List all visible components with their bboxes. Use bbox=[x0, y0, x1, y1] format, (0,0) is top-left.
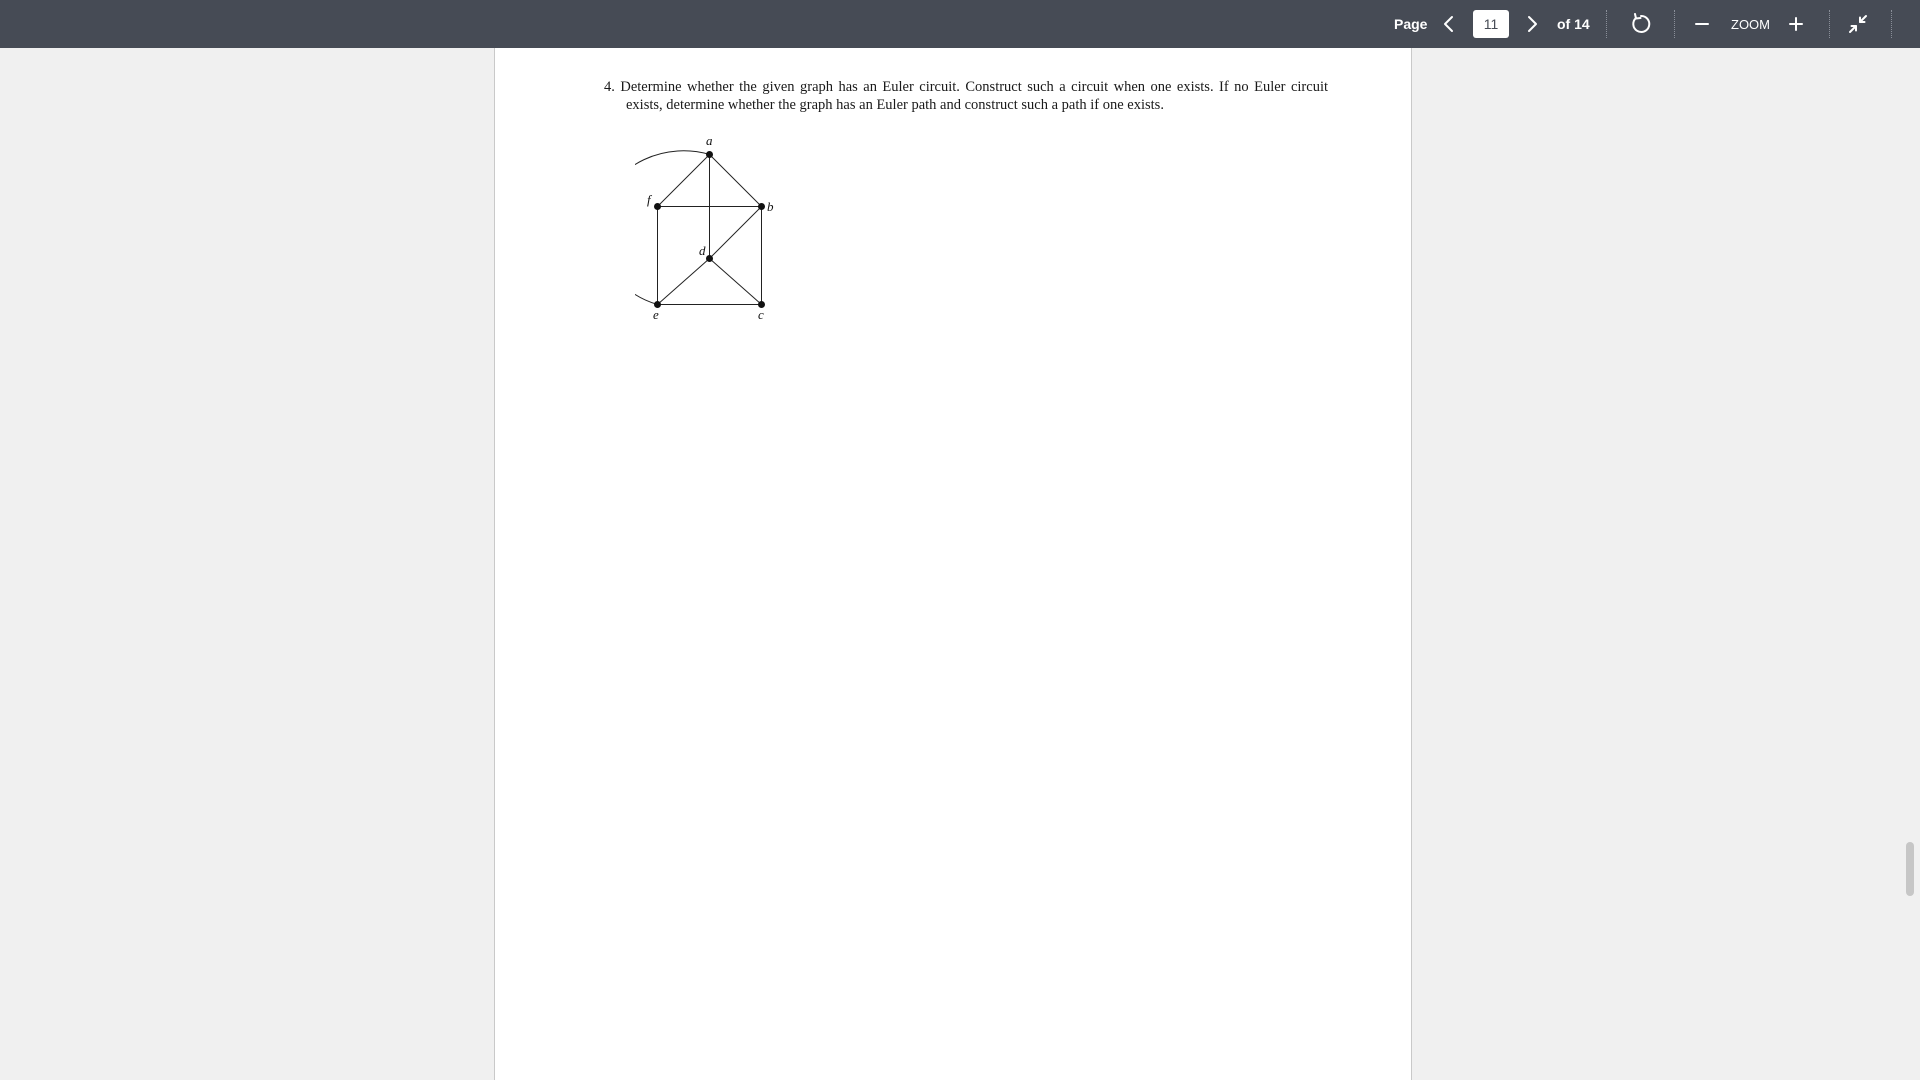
zoom-in-button[interactable] bbox=[1780, 0, 1812, 48]
graph-edge bbox=[710, 155, 762, 207]
vertex-a bbox=[706, 151, 713, 158]
next-page-button[interactable] bbox=[1516, 0, 1548, 48]
vertical-scrollbar-thumb[interactable] bbox=[1906, 842, 1914, 896]
pdf-toolbar bbox=[0, 0, 1920, 48]
graph-edge bbox=[658, 259, 710, 305]
pdf-page bbox=[494, 48, 1412, 1080]
zoom-out-button[interactable] bbox=[1686, 0, 1718, 48]
graph-edge bbox=[635, 151, 710, 305]
vertex-label-d: d bbox=[699, 243, 706, 258]
vertex-f bbox=[654, 203, 661, 210]
chevron-right-icon bbox=[1525, 15, 1539, 33]
collapse-icon bbox=[1848, 14, 1868, 34]
minus-icon bbox=[1694, 16, 1710, 32]
vertex-label-a: a bbox=[706, 133, 713, 148]
vertex-b bbox=[758, 203, 765, 210]
graph-edge bbox=[710, 259, 762, 305]
vertex-label-c: c bbox=[758, 307, 764, 322]
toolbar-divider bbox=[1606, 10, 1607, 38]
plus-icon bbox=[1788, 16, 1804, 32]
problem-text: Determine whether the given graph has an Euler circuit. Construct such a circuit when one exists. If no Euler circuit exists, determine whether the graph has an Euler path and construct such a path if one exists. bbox=[620, 79, 1328, 113]
toolbar-divider bbox=[1829, 10, 1830, 38]
chevron-left-icon bbox=[1442, 15, 1456, 33]
vertex-label-b: b bbox=[767, 199, 774, 214]
rotate-icon bbox=[1630, 13, 1652, 35]
vertex-d bbox=[706, 255, 713, 262]
page-label: Page bbox=[1394, 16, 1428, 32]
graph-edge bbox=[710, 207, 762, 259]
vertex-label-e: e bbox=[653, 307, 659, 322]
graph-edge bbox=[658, 155, 710, 207]
zoom-label: ZOOM bbox=[1731, 16, 1770, 32]
total-pages-label: of 14 bbox=[1557, 16, 1590, 32]
page-number-input[interactable] bbox=[1473, 10, 1509, 38]
problem-statement bbox=[604, 78, 1328, 114]
toolbar-divider bbox=[1674, 10, 1675, 38]
previous-page-button[interactable] bbox=[1433, 0, 1465, 48]
vertex-label-f: f bbox=[647, 192, 651, 207]
document-viewer[interactable] bbox=[0, 48, 1920, 1080]
problem-number: 4. bbox=[604, 79, 615, 95]
rotate-button[interactable] bbox=[1625, 0, 1657, 48]
exit-fullscreen-button[interactable] bbox=[1842, 0, 1874, 48]
euler-graph-figure bbox=[635, 130, 795, 330]
toolbar-divider bbox=[1891, 10, 1892, 38]
